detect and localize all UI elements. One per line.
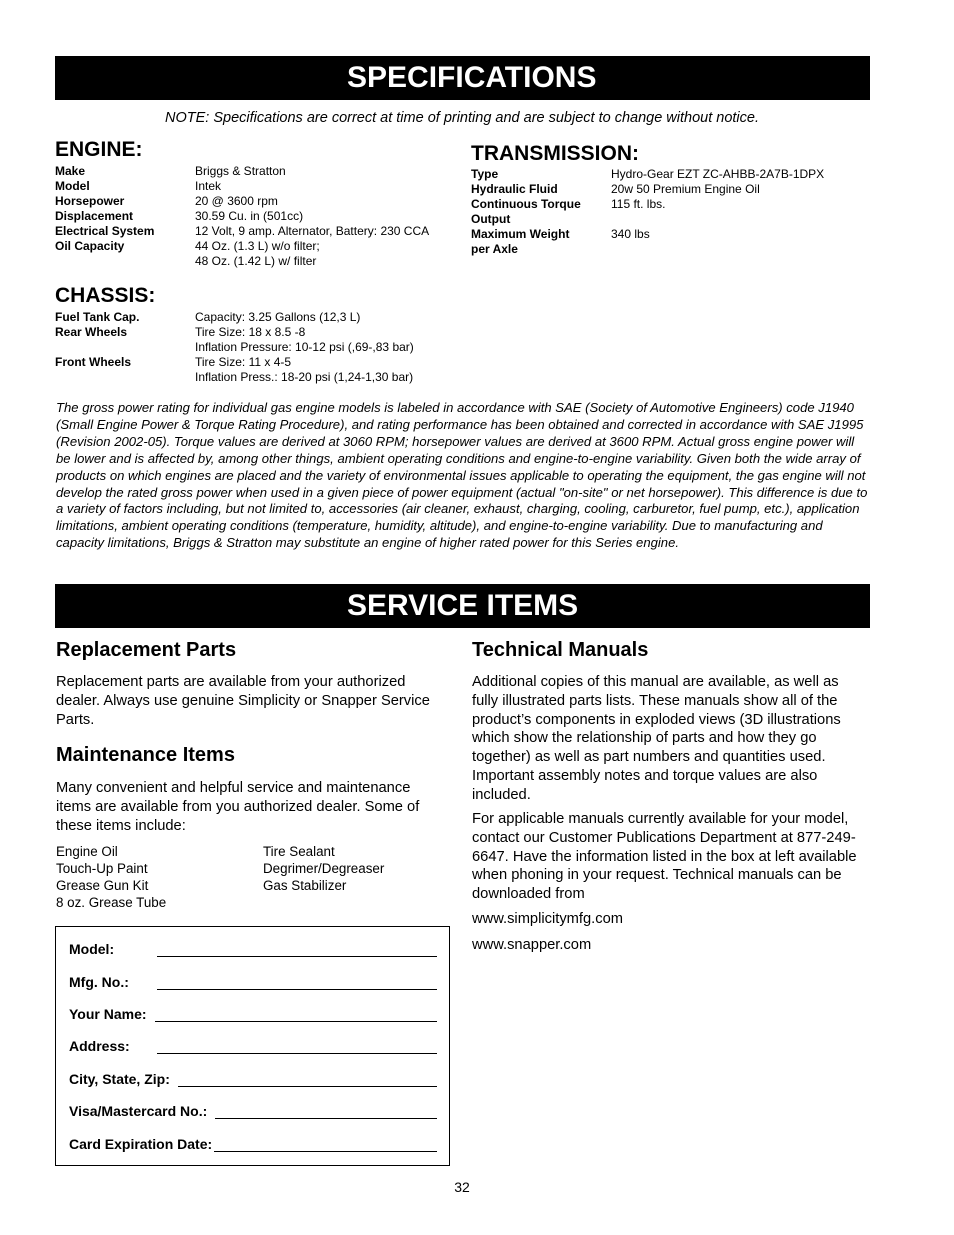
form-label: Visa/Mastercard No.: (69, 1103, 208, 1119)
form-row-address (69, 1038, 437, 1054)
spec-value: 12 Volt, 9 amp. Alternator, Battery: 230 CCA (195, 224, 430, 238)
spec-row (55, 209, 455, 224)
spec-value: 20w 50 Premium Engine Oil (611, 182, 760, 196)
spec-row (471, 227, 871, 257)
spec-value: Hydro-Gear EZT ZC-AHBB-2A7B-1DPX (611, 167, 825, 181)
chassis-spec-table (55, 310, 455, 385)
address-input-line[interactable] (157, 1039, 437, 1054)
form-row-model (69, 941, 437, 957)
form-label: Your Name: (69, 1006, 147, 1022)
transmission-spec-table (471, 167, 871, 257)
replacement-parts-text: Replacement parts are available from your authorized dealer. Always use genuine Simplicity or Snapper Service Parts. (56, 674, 430, 728)
spec-value: Tire Size: 11 x 4-5 Inflation Press.: 18-20 psi (1,24-1,30 bar) (195, 355, 414, 384)
spec-row (55, 224, 455, 239)
page-number: 32 (454, 1179, 470, 1195)
list-item: Touch-Up Paint (56, 861, 148, 876)
simplicity-website-link[interactable]: www.simplicitymfg.com (472, 911, 623, 927)
spec-value: Intek (195, 179, 222, 193)
engine-spec-table (55, 164, 455, 269)
spec-row (55, 355, 455, 385)
maintenance-items-heading: Maintenance Items (56, 744, 235, 766)
maintenance-items-list (56, 843, 446, 911)
spec-value: Briggs & Stratton (195, 164, 286, 178)
spec-label: Model (55, 179, 90, 193)
replacement-parts-heading: Replacement Parts (56, 639, 237, 661)
form-label: Mfg. No.: (69, 974, 129, 990)
spec-label: Horsepower (55, 194, 125, 208)
card-number-input-line[interactable] (215, 1104, 437, 1119)
form-row-your-name (69, 1006, 437, 1022)
list-item: Tire Sealant (263, 844, 335, 859)
spec-label: Electrical System (55, 224, 155, 238)
list-item: Grease Gun Kit (56, 878, 149, 893)
spec-label: Front Wheels (55, 355, 132, 369)
service-items-banner: SERVICE ITEMS (55, 584, 870, 628)
spec-label: Continuous Torque Output (471, 197, 581, 226)
specifications-banner: SPECIFICATIONS (55, 56, 870, 100)
spec-row (55, 310, 455, 325)
spec-value: 340 lbs (611, 227, 650, 241)
maintenance-items-text: Many convenient and helpful service and maintenance items are available from you authorized dealer. Some of these items include: (56, 780, 420, 834)
form-label: Model: (69, 941, 115, 957)
form-row-city-state-zip (69, 1071, 437, 1087)
spec-value: 44 Oz. (1.3 L) w/o filter; 48 Oz. (1.42 L) w/ filter (195, 239, 320, 268)
form-row-mfg-no (69, 974, 437, 990)
form-label: Address: (69, 1038, 130, 1054)
spec-value: Capacity: 3.25 Gallons (12,3 L) (195, 310, 361, 324)
snapper-website-link[interactable]: www.snapper.com (472, 937, 592, 953)
technical-manuals-text: Additional copies of this manual are available, as well as fully illustrated parts lists. These manuals show all of the product’s components in exploded views (3D illustrations which show the relationship of parts and how they go together) as well as part numbers and quantities used. Important assembly notes and torque values are also included. (472, 674, 841, 803)
spec-value: 30.59 Cu. in (501cc) (195, 209, 304, 223)
technical-manuals-contact-text: For applicable manuals currently available for your model, contact our Customer Publications Department at 877-249-6647. Have the information listed in the box at left available when phoning in your request. Technical manuals can be downloaded from (472, 811, 857, 903)
list-item: 8 oz. Grease Tube (56, 895, 167, 910)
spec-row (55, 164, 455, 179)
mfg-no-input-line[interactable] (157, 975, 437, 990)
spec-value: 115 ft. lbs. (611, 197, 666, 211)
power-rating-disclaimer: The gross power rating for individual gas engine models is labeled in accordance with SAE (Society of Automotive Engineers) code J1940 (Small Engine Power & Torque Rating Procedure), and rating performance has been obtained and corrected in accordance with SAE J1995 (Revision 2002-05). Torque values are derived at 3060 RPM; horsepower values are derived at 3600 RPM. Actual gross engine power will be lower and is affected by, among other things, ambient operating conditions and engine-to-engine variability. Given both the wide array of products on which engines are placed and the variety of environmental issues applicable to operating the equipment, the gas engine will not develop the rated gross power when used in a given piece of power equipment (actual "on-site" or net horsepower). This difference is due to a variety of factors including, but not limited to, accessories (air cleaner, exhaust, charging, cooling, carburetor, fuel pump, etc.), application limitations, ambient operating conditions (temperature, humidity, altitude), and engine-to-engine variability. Due to manufacturing and capacity limitations, Briggs & Stratton may substitute an engine of higher rated power for this Series engine. (56, 400, 868, 551)
spec-label: Rear Wheels (55, 325, 128, 339)
city-state-zip-input-line[interactable] (178, 1072, 437, 1087)
spec-label: Displacement (55, 209, 134, 223)
form-label: City, State, Zip: (69, 1071, 170, 1087)
technical-manuals-heading: Technical Manuals (472, 639, 649, 661)
form-label: Card Expiration Date: (69, 1136, 213, 1152)
list-item: Engine Oil (56, 844, 118, 859)
card-expiration-input-line[interactable] (214, 1137, 437, 1152)
spec-row (55, 179, 455, 194)
engine-heading: ENGINE: (55, 138, 143, 161)
customer-info-form (55, 926, 450, 1166)
spec-label: Type (471, 167, 499, 181)
spec-label: Oil Capacity (55, 239, 125, 253)
spec-label: Maximum Weight per Axle (471, 227, 570, 256)
spec-row (55, 239, 455, 269)
spec-label: Hydraulic Fluid (471, 182, 558, 196)
model-input-line[interactable] (157, 942, 437, 957)
chassis-heading: CHASSIS: (55, 284, 156, 307)
form-row-card-expiration (69, 1136, 437, 1152)
spec-value: 20 @ 3600 rpm (195, 194, 278, 208)
spec-row (55, 325, 455, 355)
spec-row (471, 167, 871, 182)
spec-row (55, 194, 455, 209)
spec-row (471, 197, 871, 227)
list-item: Degrimer/Degreaser (263, 861, 385, 876)
spec-row (471, 182, 871, 197)
your-name-input-line[interactable] (155, 1007, 437, 1022)
spec-label: Fuel Tank Cap. (55, 310, 140, 324)
list-item: Gas Stabilizer (263, 878, 347, 893)
transmission-heading: TRANSMISSION: (471, 142, 639, 165)
spec-value: Tire Size: 18 x 8.5 -8 Inflation Pressure: 10-12 psi (,69-,83 bar) (195, 325, 414, 354)
form-row-card-number (69, 1103, 437, 1119)
specifications-note: NOTE: Specifications are correct at time of printing and are subject to change without notice. (165, 110, 759, 126)
spec-label: Make (55, 164, 86, 178)
